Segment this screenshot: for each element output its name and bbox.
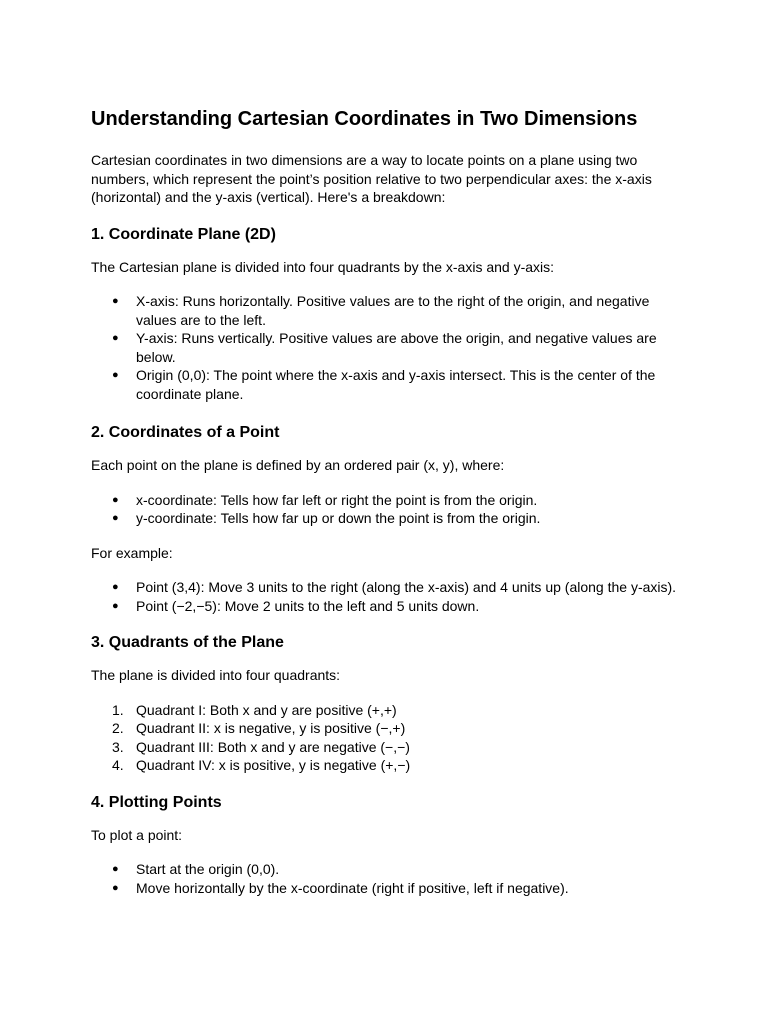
bullet-list [91,292,691,403]
list-item [91,879,691,898]
list-item-text: Start at the origin (0,0). [136,861,280,877]
list-item [91,701,691,720]
list-item-text: Quadrant IV: x is positive, y is negative (+,−) [136,757,411,773]
section-text: For example: [91,544,173,561]
bullet-icon: ● [112,599,119,612]
section-heading-plotting-points: 4. Plotting Points [91,793,222,811]
section-heading-coordinate-plane: 1. Coordinate Plane (2D) [91,225,276,243]
bullet-icon: ● [112,512,119,524]
bullet-icon: ● [112,332,119,344]
list-item-text: Point (3,4): Move 3 units to the right (along the x-axis) and 4 units up (along the y-axis). [136,579,677,595]
list-item-text: x-coordinate: Tells how far left or right the point is from the origin. [136,491,538,508]
list-item-text: Y-axis: Runs vertically. Positive values are above the origin, and negative values are below. [136,330,657,365]
bullet-icon: ● [112,581,119,593]
list-item-text: y-coordinate: Tells how far up or down the point is from the origin. [136,510,541,526]
list-item [91,756,691,775]
bullet-icon: ● [112,295,119,307]
intro-paragraph: Cartesian coordinates in two dimensions are a way to locate points on a plane using two numbers, which represent the point’s position relative to two perpendicular axes: the x-axis (horizontal) and the y-axis (vertical). Here's a breakdown: [91,152,652,205]
list-item [91,509,691,528]
document-page [91,105,691,913]
list-item [91,292,691,329]
bullet-icon: ● [112,369,119,381]
bullet-icon: ● [112,493,119,506]
bullet-list [91,491,691,528]
list-item [91,491,691,510]
list-number: 4. [112,757,124,773]
document-title: Understanding Cartesian Coordinates in Two Dimensions [91,108,638,130]
list-item-text: Point (−2,−5): Move 2 units to the left and 5 units down. [136,597,480,614]
bullet-list [91,860,691,897]
list-item [91,578,691,597]
list-item [91,366,691,403]
section-text: The Cartesian plane is divided into four quadrants by the x-axis and y-axis: [91,258,555,275]
list-number: 1. [112,701,124,718]
list-number: 2. [112,720,124,736]
list-number: 3. [112,738,124,755]
list-item-text: Quadrant III: Both x and y are negative (−,−) [136,738,410,755]
section-text: Each point on the plane is defined by an ordered pair (x, y), where: [91,457,505,473]
list-item [91,860,691,879]
section-heading-quadrants: 3. Quadrants of the Plane [91,634,284,651]
list-item-text: Quadrant II: x is negative, y is positive (−,+) [136,720,406,736]
numbered-list [91,701,691,775]
bullet-icon: ● [112,863,119,875]
list-item [91,719,691,738]
bullet-list [91,578,691,615]
list-item [91,597,691,616]
section-heading-coordinates-of-point: 2. Coordinates of a Point [91,424,280,441]
list-item [91,329,691,366]
list-item-text: Origin (0,0): The point where the x-axis and y-axis intersect. This is the center of the coordinate plane. [136,367,656,402]
bullet-icon: ● [112,881,119,894]
list-item-text: Move horizontally by the x-coordinate (right if positive, left if negative). [136,879,569,896]
list-item-text: Quadrant I: Both x and y are positive (+,+) [136,701,397,718]
list-item [91,738,691,757]
section-text: To plot a point: [91,826,183,843]
list-item-text: X-axis: Runs horizontally. Positive values are to the right of the origin, and negative values are to the left. [136,293,650,328]
section-text: The plane is divided into four quadrants: [91,667,341,683]
